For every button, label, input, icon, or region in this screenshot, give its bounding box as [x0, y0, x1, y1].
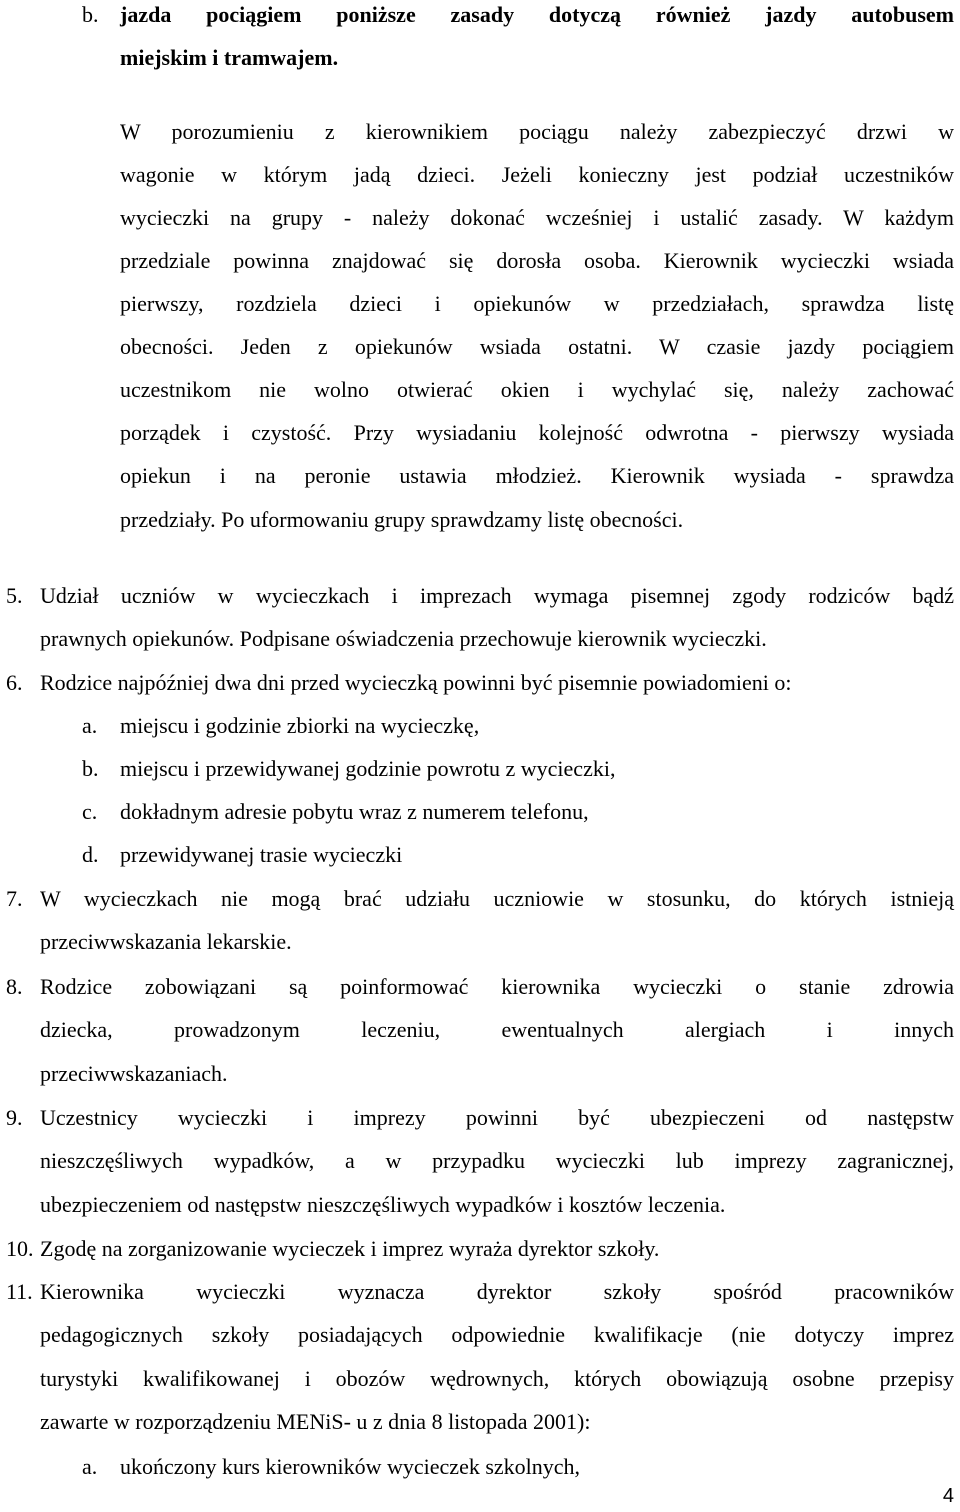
- item-11-line: turystyki kwalifikowanej i obozów wędrownych, których obowiązują osobne przepisy: [40, 1366, 954, 1391]
- item-b-body-line: uczestnikom nie wolno otwierać okien i wychylać się, należy zachować: [120, 377, 954, 402]
- item-10-line: Zgodę na zorganizowanie wycieczek i imprez wyraża dyrektor szkoły.: [40, 1236, 660, 1261]
- item-b-body-line: porządek i czystość. Przy wysiadaniu kolejność odwrotna - pierwszy wysiada: [120, 420, 954, 445]
- item-8-line: Rodzice zobowiązani są poinformować kierownika wycieczki o stanie zdrowia: [40, 974, 954, 999]
- sub-item-text: miejscu i godzinie zbiorki na wycieczkę,: [120, 713, 480, 738]
- sub-marker: c.: [82, 799, 98, 824]
- item-b-body-line: przedziały. Po uformowaniu grupy sprawdzamy listę obecności.: [120, 507, 684, 532]
- item-8-line: przeciwwskazaniach.: [40, 1061, 228, 1086]
- item-b-body-line: przedziale powinna znajdować się dorosła osoba. Kierownik wycieczki wsiada: [120, 248, 954, 273]
- sub-marker: b.: [82, 756, 99, 781]
- page-number: 4: [942, 1485, 954, 1507]
- item-b-body-line: wagonie w którym jadą dzieci. Jeżeli konieczny jest podział uczestników: [120, 162, 954, 187]
- sub-marker: d.: [82, 842, 99, 867]
- sub-item-text: przewidywanej trasie wycieczki: [120, 842, 403, 867]
- item-11-line: pedagogicznych szkoły posiadających odpowiednie kwalifikacje (nie dotyczy imprez: [40, 1322, 954, 1347]
- item-b-heading-line-1: jazda pociągiem poniższe zasady dotyczą również jazdy autobusem: [120, 2, 954, 27]
- list-number: 6.: [6, 670, 23, 695]
- item-b-body-line: W porozumieniu z kierownikiem pociągu należy zabezpieczyć drzwi w: [120, 119, 954, 144]
- item-7-line: przeciwwskazania lekarskie.: [40, 929, 292, 954]
- item-b-body-line: obecności. Jeden z opiekunów wsiada ostatni. W czasie jazdy pociągiem: [120, 334, 954, 359]
- item-7-line: W wycieczkach nie mogą brać udziału uczniowie w stosunku, do których istnieją: [40, 886, 954, 911]
- item-5-line: prawnych opiekunów. Podpisane oświadczenia przechowuje kierownik wycieczki.: [40, 626, 767, 651]
- item-b-body-line: wycieczki na grupy - należy dokonać wcześniej i ustalić zasady. W każdym: [120, 205, 954, 230]
- list-number: 11.: [6, 1279, 33, 1304]
- list-number: 5.: [6, 583, 23, 608]
- item-b-body-line: opiekun i na peronie ustawia młodzież. Kierownik wysiada - sprawdza: [120, 463, 954, 488]
- item-5-line: Udział uczniów w wycieczkach i imprezach wymaga pisemnej zgody rodziców bądź: [40, 583, 954, 608]
- item-9-line: nieszczęśliwych wypadków, a w przypadku wycieczki lub imprezy zagranicznej,: [40, 1148, 954, 1173]
- sub-item-text: miejscu i przewidywanej godzinie powrotu z wycieczki,: [120, 756, 616, 781]
- sub-marker: a.: [82, 1454, 98, 1479]
- list-number: 10.: [6, 1236, 34, 1261]
- item-11-line: Kierownika wycieczki wyznacza dyrektor szkoły spośród pracowników: [40, 1279, 954, 1304]
- item-6-line: Rodzice najpóźniej dwa dni przed wycieczką powinni być pisemnie powiadomieni o:: [40, 670, 792, 695]
- sub-item-text: dokładnym adresie pobytu wraz z numerem telefonu,: [120, 799, 589, 824]
- item-b-heading-line-2: miejskim i tramwajem.: [120, 45, 339, 70]
- item-11-line: zawarte w rozporządzeniu MENiS- u z dnia 8 listopada 2001):: [40, 1409, 591, 1434]
- sub-marker: a.: [82, 713, 98, 738]
- item-9-line: Uczestnicy wycieczki i imprezy powinni być ubezpieczeni od następstw: [40, 1105, 954, 1130]
- list-number: 8.: [6, 974, 23, 999]
- list-marker-b: b.: [82, 2, 99, 27]
- sub-item-text: ukończony kurs kierowników wycieczek szkolnych,: [120, 1454, 581, 1479]
- item-b-body-line: pierwszy, rozdziela dzieci i opiekunów w przedziałach, sprawdza listę: [120, 291, 954, 316]
- item-9-line: ubezpieczeniem od następstw nieszczęśliwych wypadków i kosztów leczenia.: [40, 1192, 726, 1217]
- list-number: 7.: [6, 886, 23, 911]
- list-number: 9.: [6, 1105, 23, 1130]
- item-8-line: dziecka, prowadzonym leczeniu, ewentualnych alergiach i innych: [40, 1017, 954, 1042]
